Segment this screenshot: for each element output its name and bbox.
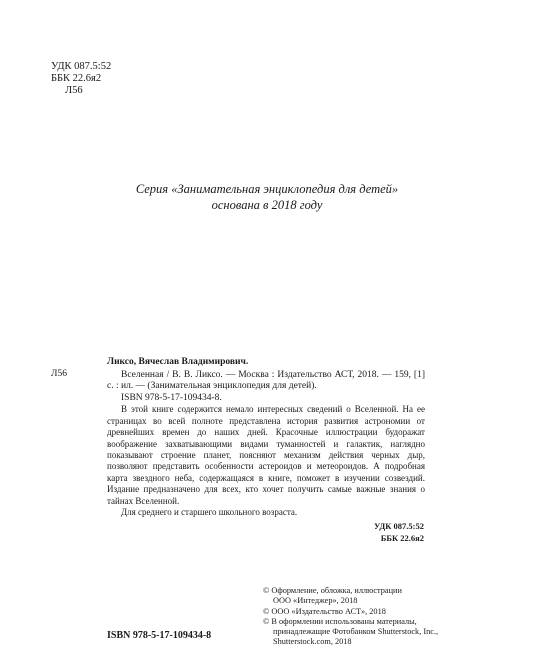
record-audience: Для среднего и старшего школьного возраста. xyxy=(121,507,298,518)
series-statement xyxy=(0,181,534,213)
series-title: Серия «Занимательная энциклопедия для детей» xyxy=(135,182,399,196)
record-bibliographic-description: Вселенная / В. В. Ликсо. — Москва : Издательство АСТ, 2018. — 159, [1] с. : ил. — (Занимательная энциклопедия для детей). xyxy=(107,369,425,392)
copyright-line: © Оформление, обложка, иллюстрации xyxy=(263,586,402,595)
record-isbn: ISBN 978-5-17-109434-8. xyxy=(121,392,222,403)
isbn-footer: ISBN 978-5-17-109434-8 xyxy=(107,630,212,641)
udk-code: УДК 087.5:52 xyxy=(51,61,112,72)
copyright-line: Shutterstock.com, 2018 xyxy=(273,637,352,647)
udk-code-bottom: УДК 087.5:52 xyxy=(374,521,424,531)
copyright-notices xyxy=(263,586,439,648)
bbk-code-bottom: ББК 22.6я2 xyxy=(380,532,424,543)
classification-block-bottom xyxy=(374,521,424,544)
record-author: Ликсо, Вячеслав Владимирович. xyxy=(107,357,249,367)
copyright-line: © ООО «Издательство АСТ», 2018 xyxy=(263,606,386,616)
copyright-line: принадлежащие Фотобанком Shutterstock, Inc., xyxy=(273,627,439,637)
record-author-mark: Л56 xyxy=(51,369,67,379)
record-annotation: В этой книге содержится немало интересных сведений о Вселенной. На ее страницах во всей полноте представлена история развития астрономии от древнейших времен до наших дней. Красочные иллюстрации будоражат воображение захватывающими видами туманностей и галактик, наглядно показывают строение планет, поясняют механизм действия черных дыр, позволяют представить особенности астероидов и метеороидов. А подробная карта звездного неба, содержащаяся в книге, поможет в изучении созвездий. Издание предназначено для всех, кто хочет получить самые важные знания о тайнах Вселенной. xyxy=(107,404,425,506)
bibliographic-record xyxy=(107,357,425,518)
copyright-line: ООО «Интеджер», 2018 xyxy=(273,596,358,606)
classification-block-top xyxy=(51,61,111,97)
copyright-line: © В оформлении использованы материалы, xyxy=(263,616,417,626)
bbk-code: ББК 22.6я2 xyxy=(51,73,102,84)
series-founded: основана в 2018 году xyxy=(211,198,323,212)
author-mark: Л56 xyxy=(65,85,83,96)
